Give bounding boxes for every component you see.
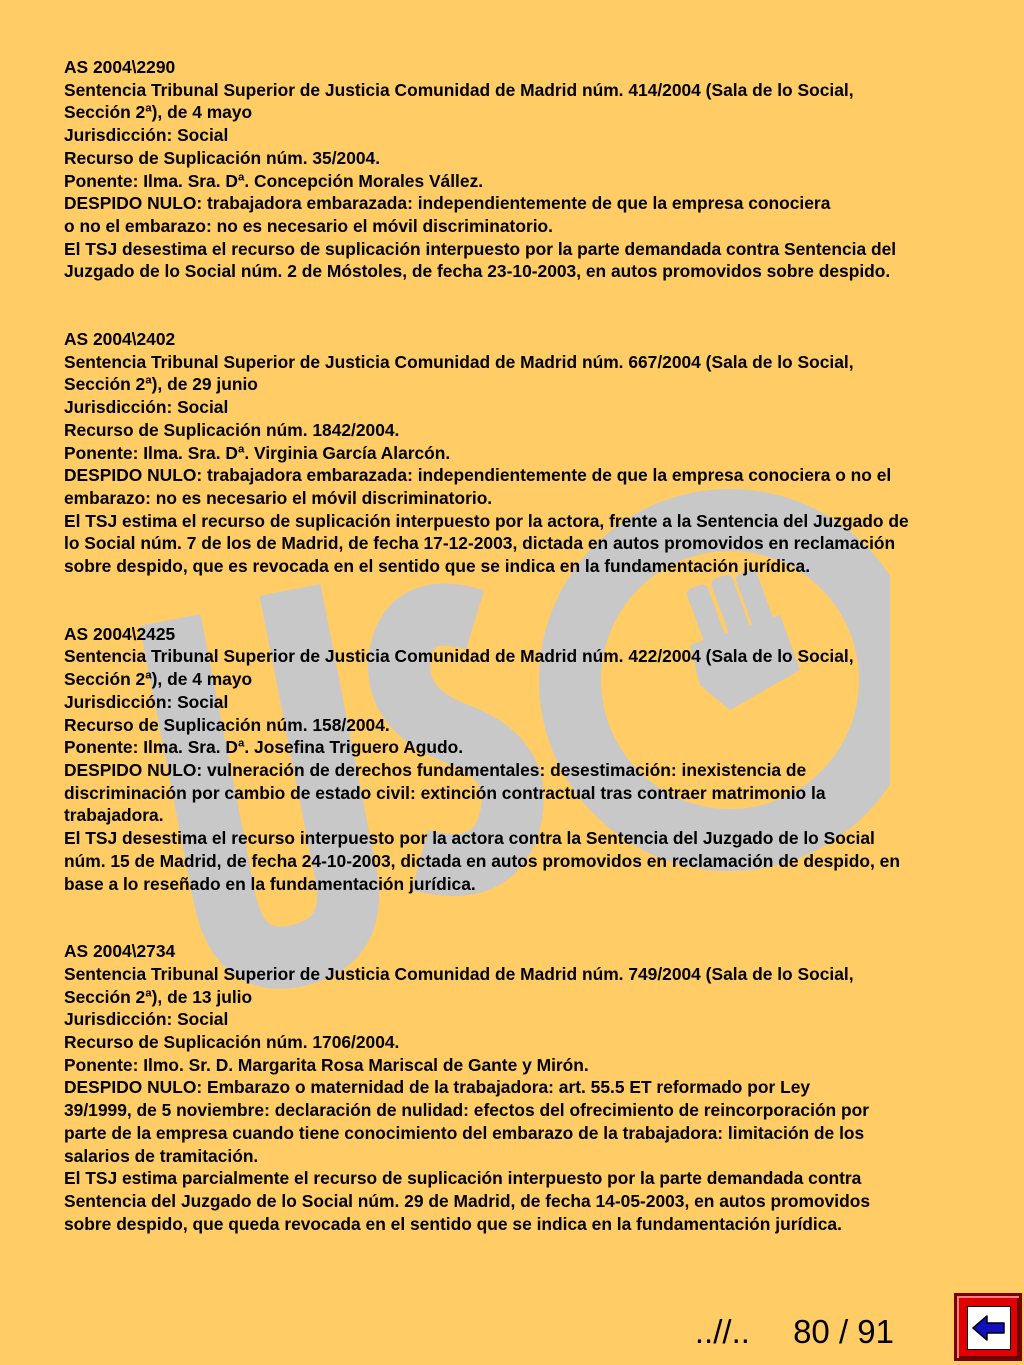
case-entry <box>64 623 982 895</box>
case-jurisdiction: Jurisdicción: Social <box>64 691 229 712</box>
case-title: Sentencia Tribunal Superior de Justicia Comunidad de Madrid núm. 414/2004 (Sala de lo Social, <box>64 79 854 100</box>
case-summary-line: DESPIDO NULO: trabajadora embarazada: independientemente de que la empresa conociera <box>64 193 831 214</box>
document-body <box>64 56 982 1280</box>
case-summary-line: parte de la empresa cuando tiene conocimiento del embarazo de la trabajadora: limitación de los <box>64 1122 865 1143</box>
case-jurisdiction: Jurisdicción: Social <box>64 125 229 146</box>
case-speaker: Ponente: Ilmo. Sr. D. Margarita Rosa Mariscal de Gante y Mirón. <box>64 1054 589 1075</box>
page-indicator: 80 / 91 <box>793 1313 894 1350</box>
case-ruling-line: El TSJ desestima el recurso de suplicación interpuesto por la parte demandada contra Sentencia del <box>64 238 897 259</box>
case-appeal: Recurso de Suplicación núm. 1842/2004. <box>64 419 400 440</box>
case-ruling-line: base a lo reseñado en la fundamentación jurídica. <box>64 873 476 894</box>
case-ruling-line: Sentencia del Juzgado de lo Social núm. 29 de Madrid, de fecha 14-05-2003, en autos promovidos <box>64 1190 870 1211</box>
case-jurisdiction: Jurisdicción: Social <box>64 397 229 418</box>
case-appeal: Recurso de Suplicación núm. 158/2004. <box>64 714 390 735</box>
case-summary-line: embarazo: no es necesario el móvil discriminatorio. <box>64 487 493 508</box>
case-title: Sentencia Tribunal Superior de Justicia Comunidad de Madrid núm. 667/2004 (Sala de lo Social, <box>64 351 854 372</box>
case-ruling-line: Juzgado de lo Social núm. 2 de Móstoles, de fecha 23-10-2003, en autos promovidos sobre despido. <box>64 261 891 282</box>
case-summary-line: trabajadora. <box>64 805 164 826</box>
case-reference: AS 2004\2734 <box>64 941 176 962</box>
page-footer <box>695 1313 894 1351</box>
case-reference: AS 2004\2290 <box>64 57 176 77</box>
case-jurisdiction: Jurisdicción: Social <box>64 1009 229 1030</box>
case-title: Sentencia Tribunal Superior de Justicia Comunidad de Madrid núm. 749/2004 (Sala de lo Social, <box>64 963 854 984</box>
case-title-continued: Sección 2ª), de 29 junio <box>64 374 258 395</box>
case-summary-line: DESPIDO NULO: Embarazo o maternidad de la trabajadora: art. 55.5 ET reformado por Ley <box>64 1077 811 1098</box>
case-speaker: Ponente: Ilma. Sra. Dª. Concepción Morales Vállez. <box>64 170 484 191</box>
back-button-face <box>967 1306 1011 1350</box>
case-speaker: Ponente: Ilma. Sra. Dª. Virginia García Alarcón. <box>64 442 451 463</box>
left-arrow-icon <box>968 1307 1010 1349</box>
back-button[interactable] <box>954 1293 1022 1361</box>
case-summary-line: salarios de tramitación. <box>64 1145 259 1166</box>
case-ruling-line: lo Social núm. 7 de los de Madrid, de fecha 17-12-2003, dictada en autos promovidos en reclamación <box>64 533 896 554</box>
case-summary-line: 39/1999, de 5 noviembre: declaración de nulidad: efectos del ofrecimiento de reincorporación por <box>64 1100 870 1121</box>
case-title: Sentencia Tribunal Superior de Justicia Comunidad de Madrid núm. 422/2004 (Sala de lo Social, <box>64 646 854 667</box>
case-ruling-line: sobre despido, que queda revocada en el sentido que se indica en la fundamentación jurídica. <box>64 1213 842 1234</box>
case-title-continued: Sección 2ª), de 4 mayo <box>64 102 253 123</box>
case-appeal: Recurso de Suplicación núm. 35/2004. <box>64 147 381 168</box>
case-ruling-line: El TSJ estima el recurso de suplicación interpuesto por la actora, frente a la Sentencia del Juzgado de <box>64 510 909 531</box>
case-reference: AS 2004\2402 <box>64 329 176 350</box>
case-summary-line: DESPIDO NULO: trabajadora embarazada: independientemente de que la empresa conociera o no el <box>64 465 892 486</box>
case-summary-line: discriminación por cambio de estado civil: extinción contractual tras contraer matrimonio la <box>64 782 826 803</box>
case-appeal: Recurso de Suplicación núm. 1706/2004. <box>64 1032 400 1053</box>
case-ruling-line: El TSJ desestima el recurso interpuesto por la actora contra la Sentencia del Juzgado de lo Social <box>64 828 875 849</box>
case-ruling-line: El TSJ estima parcialmente el recurso de suplicación interpuesto por la parte demandada contra <box>64 1168 862 1189</box>
case-ruling-line: núm. 15 de Madrid, de fecha 24-10-2003, dictada en autos promovidos en reclamación de despido, en <box>64 850 900 871</box>
case-entry <box>64 56 982 283</box>
continuation-marker: ..//.. <box>694 1313 750 1350</box>
case-entry <box>64 940 982 1235</box>
case-speaker: Ponente: Ilma. Sra. Dª. Josefina Triguero Agudo. <box>64 737 464 758</box>
case-reference: AS 2004\2425 <box>64 623 176 644</box>
case-title-continued: Sección 2ª), de 13 julio <box>64 986 253 1007</box>
case-summary-line: DESPIDO NULO: vulneración de derechos fundamentales: desestimación: inexistencia de <box>64 759 807 780</box>
case-title-continued: Sección 2ª), de 4 mayo <box>64 669 253 690</box>
case-summary-line: o no el embarazo: no es necesario el móvil discriminatorio. <box>64 215 554 236</box>
case-entry <box>64 328 982 578</box>
case-ruling-line: sobre despido, que es revocada en el sentido que se indica en la fundamentación jurídica. <box>64 556 811 577</box>
